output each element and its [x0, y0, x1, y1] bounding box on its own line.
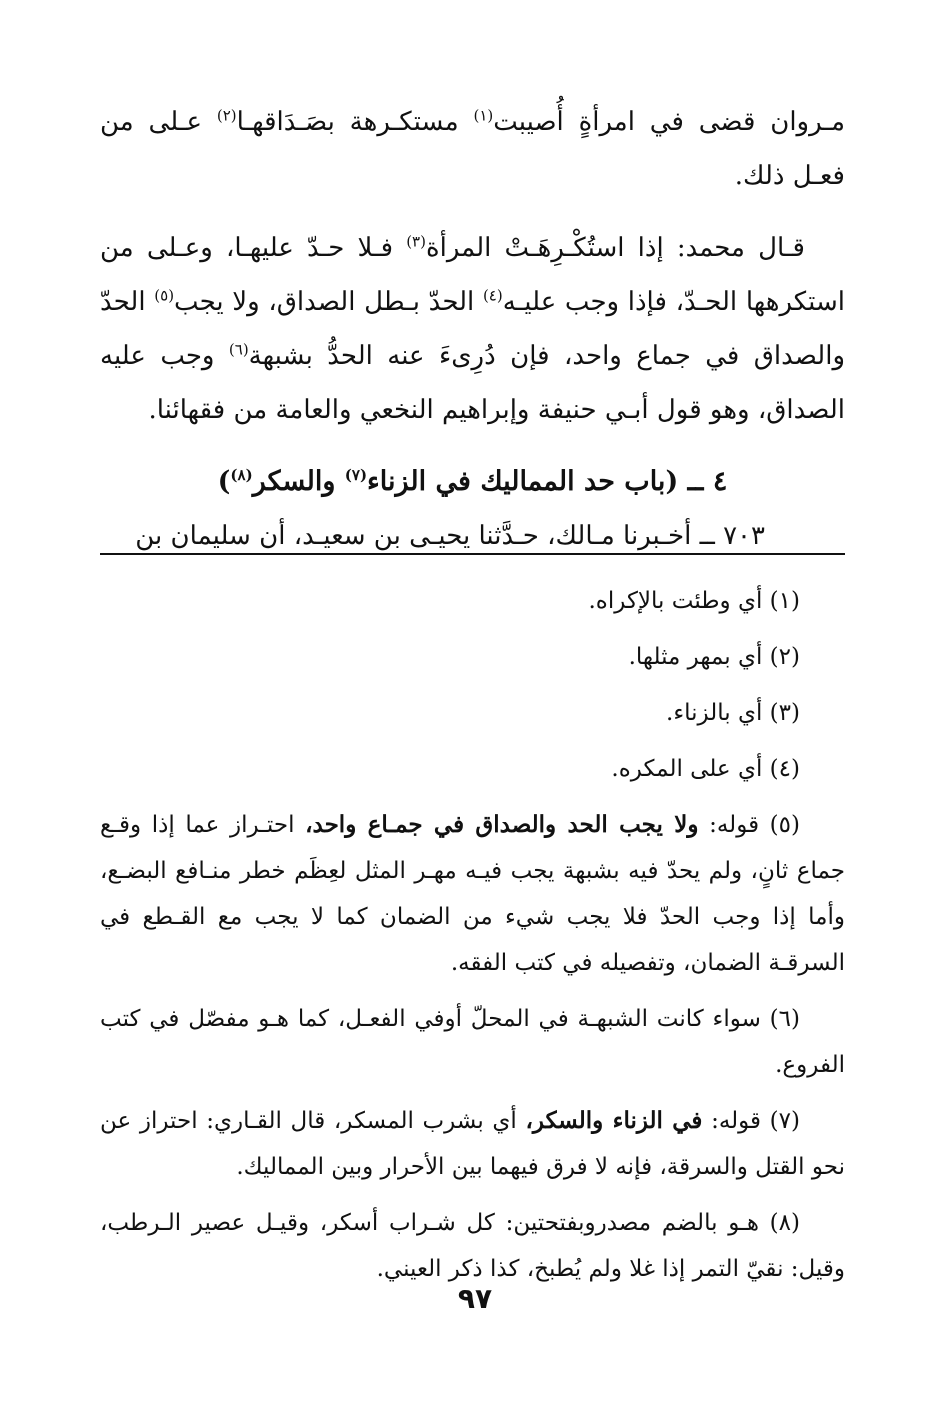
page-number: ٩٧ — [457, 1282, 493, 1315]
footnotes — [100, 578, 845, 1302]
footnote-ref-3: (٣) — [406, 232, 426, 251]
footnote-ref-2: (٢) — [216, 106, 237, 125]
footnote-3: (٣) أي بالزناء. — [666, 700, 800, 726]
paragraph-1: مـروان قضى في امرأةٍ أُصيبت$^{(١)}$ مستكـرهة بصَـدَاقهـا$^{(٢)}$ عـلى من فعـل ذلك. — [100, 106, 845, 191]
footnote-ref-7: (٧) — [344, 466, 368, 484]
footnote-ref-4: (٤) — [482, 286, 503, 305]
footnote-7: (٧) قوله: في الزناء والسكر، أي بشرب المسكر، قال القـاري: احتراز عن نحو القتل والسرقة، فإنه لا فرق فيهما بين الأحرار وبين المماليك. — [100, 1107, 845, 1180]
footnote-4: (٤) أي على المكره. — [611, 756, 800, 782]
footnote-5: (٥) قوله: ولا يجب الحد والصداق في جمـاع واحد، احتـراز عما إذا وقـع جماع ثانٍ، ولم يحدّ فيه بشبهة يجب فيـه مهـر المثل لعِظَم خطر منـافع البضـع، وأما إذا وجب الحدّ فلا يجب شيء من الضمان كما لا يجب مع القـطع في السرقـة الضمان، وتفصيله في كتب الفقه. — [100, 811, 845, 976]
paragraph-2: قـال محمد: إذا استُكْـرِهَـتْ المرأة$^{(٣)}$ فـلا حـدّ عليهـا، وعـلى من استكرهها الحـدّ، فإذا وجب عليـه$^{(٤)}$ الحدّ بـطل الصداق، ولا يجب$^{(٥)}$ الحدّ والصداق في جماع واحد، فإن دُرِىءَ عنه الحدُّ بشبهة$^{(٦)}$ وجب عليه الصداق، وهو قول أبـي حنيفة وإبراهيم النخعي والعامة من فقهائنا. — [100, 232, 846, 425]
hadith-line: ٧٠٣ ــ أخـبرنا مـالك، حـدَّثنا يحيـى بن سعيـد، أن سليمان بن — [135, 521, 765, 551]
footnote-ref-8: (٨) — [230, 466, 253, 484]
footnote-ref-6: (٦) — [228, 340, 249, 359]
main-text — [100, 95, 845, 563]
chapter-heading: ٤ ــ (باب حد المماليك في الزناء$^{(٧)}$ والسكر$^{(٨)}$) — [217, 466, 728, 497]
footnote-8: (٨) هـو بالضم مصدروبفتحتين: كل شـراب أسكر، وقيـل عصير الـرطب، وقيل: نقيّ التمر إذا غلا ولم يُطبخ، كذا ذكر العيني. — [100, 1210, 845, 1282]
footnote-separator — [100, 553, 845, 555]
footnote-ref-1: (١) — [473, 106, 494, 125]
footnote-ref-5: (٥) — [154, 286, 175, 305]
footnote-6: (٦) سواء كانت الشبهـة في المحلّ أوفي الفعـل، كما هـو مفصّل في كتب الفروع. — [100, 1006, 845, 1078]
footnote-2: (٢) أي بمهر مثلها. — [628, 644, 800, 670]
footnote-1: (١) أي وطئت بالإكراه. — [588, 588, 800, 614]
